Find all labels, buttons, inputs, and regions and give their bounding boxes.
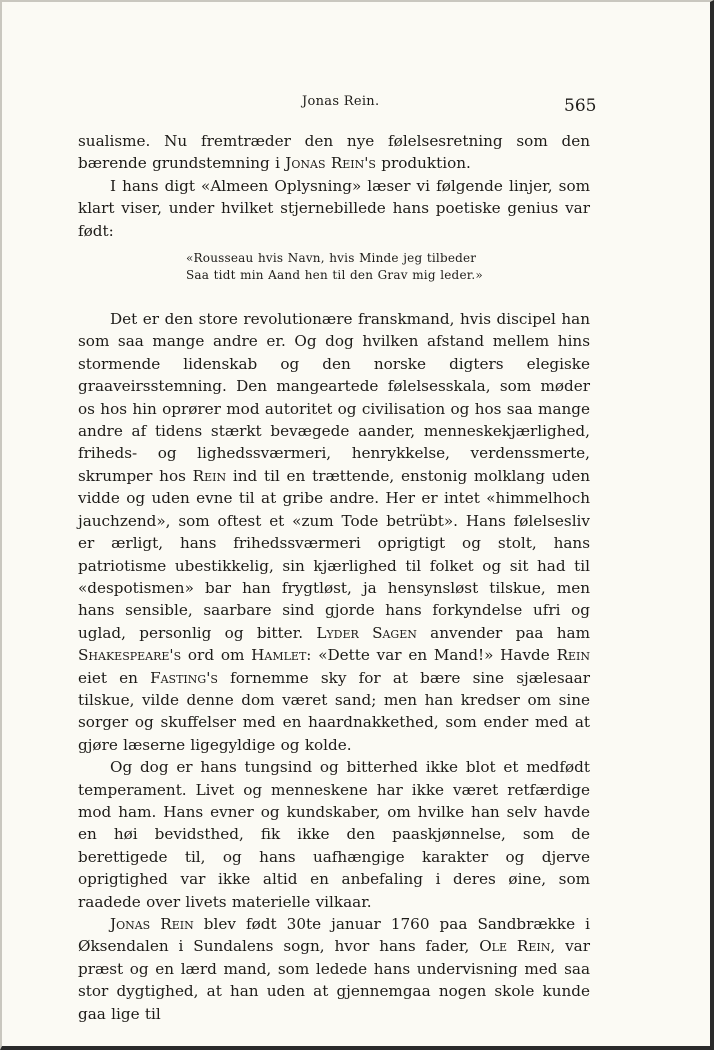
- text-run: anvender paa ham: [416, 623, 590, 642]
- verse-quote: [186, 250, 590, 284]
- text-run: , var præst og en lærd mand, som ledede hans undervisning med saa stor dygtighed, at han uden at gjennemgaa nogen skole kunde gaa lige til: [78, 937, 590, 1023]
- text-run: : «Dette var en Mand!» Havde: [306, 646, 557, 665]
- paragraph-2: I hans digt «Almeen Oplysning» læser vi følgende linjer, som klart viser, under hvilket stjernebillede hans poetiske genius var født:: [78, 176, 590, 240]
- paragraph-4: Og dog er hans tungsind og bitterhed ikke blot et medfødt temperament. Livet og menneskene har ikke været retfærdige mod ham. Hans evner og kundskaber, om hvilke han selv havde en høi bevidsthed, fik ikke den paaskjønnelse, som de berettigede til, og hans uafhængige karakter og djerve oprigtighed var ikke altid en anbefaling i deres øine, som raadede over livets materielle vilkaar.: [78, 758, 590, 911]
- text-run: blev født 30te januar 1760 paa Sandbrække i Øksendalen i Sundalens sogn, hvor hans fader,: [78, 915, 590, 956]
- body-text: [78, 130, 590, 1025]
- running-head: Jonas Rein.: [302, 94, 380, 109]
- page-number: 565: [564, 96, 597, 116]
- verse-line-2: Saa tidt min Aand hen til den Grav mig leder.»: [186, 268, 483, 283]
- name-small-caps: Hamlet: [251, 646, 307, 665]
- name-small-caps: Rein: [192, 466, 227, 485]
- text-run: produktion.: [375, 154, 471, 173]
- paragraph-3: [78, 308, 590, 756]
- name-small-caps: Lyder Sagen: [316, 623, 417, 642]
- name-small-caps: Fasting's: [150, 668, 218, 687]
- text-run: ord om: [181, 646, 252, 665]
- text-run: Det er den store revolutionære franskmand, hvis discipel han som saa mange andre er. Og dog hvilken afstand mellem hins stormende lidenskab og den norske digters elegiske graaveirsstemning. Den mangeartede følelsesskala, som møder os hos hin oprører mod autoritet og civilisation og hos saa mange andre af tidens stærkt bevægede aander, menneskekjærlighed, friheds- og lighedssværmeri, henrykkelse, verdenssmerte, skrumper hos: [78, 310, 590, 485]
- name-small-caps: Shakespeare's: [78, 646, 182, 665]
- name-small-caps: Rein: [556, 646, 590, 665]
- name-small-caps: Ole Rein: [479, 937, 551, 956]
- paragraph-5: [78, 913, 590, 1025]
- text-run: ind til en trættende, enstonig molklang uden vidde og uden evne til at gribe andre. Her er intet «himmelhoch jauchzend», som oftest et «zum Tode betrübt». Hans følelsesliv er ærligt, hans frihedssværmeri oprigtigt og stolt, hans patriotisme ubestikkelig, sin kjærlighed til folket og sit had til «despotismen» bar han frygtløst, ja hensynsløst tilskue, men hans sensible, saarbare sind gjorde hans forkyndelse ufri og uglad, personlig og bitter.: [78, 466, 590, 642]
- text-run: sualisme. Nu fremtræder den nye følelsesretning som den bærende grundstemning i: [78, 132, 590, 173]
- text-run: eiet en: [78, 668, 151, 687]
- paragraph-1: [78, 130, 590, 175]
- verse-line-1: «Rousseau hvis Navn, hvis Minde jeg tilbeder: [186, 251, 477, 266]
- author-name-small-caps: Jonas Rein's: [285, 154, 376, 173]
- page-header: [2, 94, 710, 118]
- name-small-caps: Jonas Rein: [110, 915, 194, 933]
- text-run: fornemme sky for at bære sine sjælesaar tilskue, vilde denne dom været sand; men han kredser om sine sorger og skuffelser med en haardnakkethed, som ender med at gjøre læserne ligegyldige og kolde.: [78, 668, 590, 754]
